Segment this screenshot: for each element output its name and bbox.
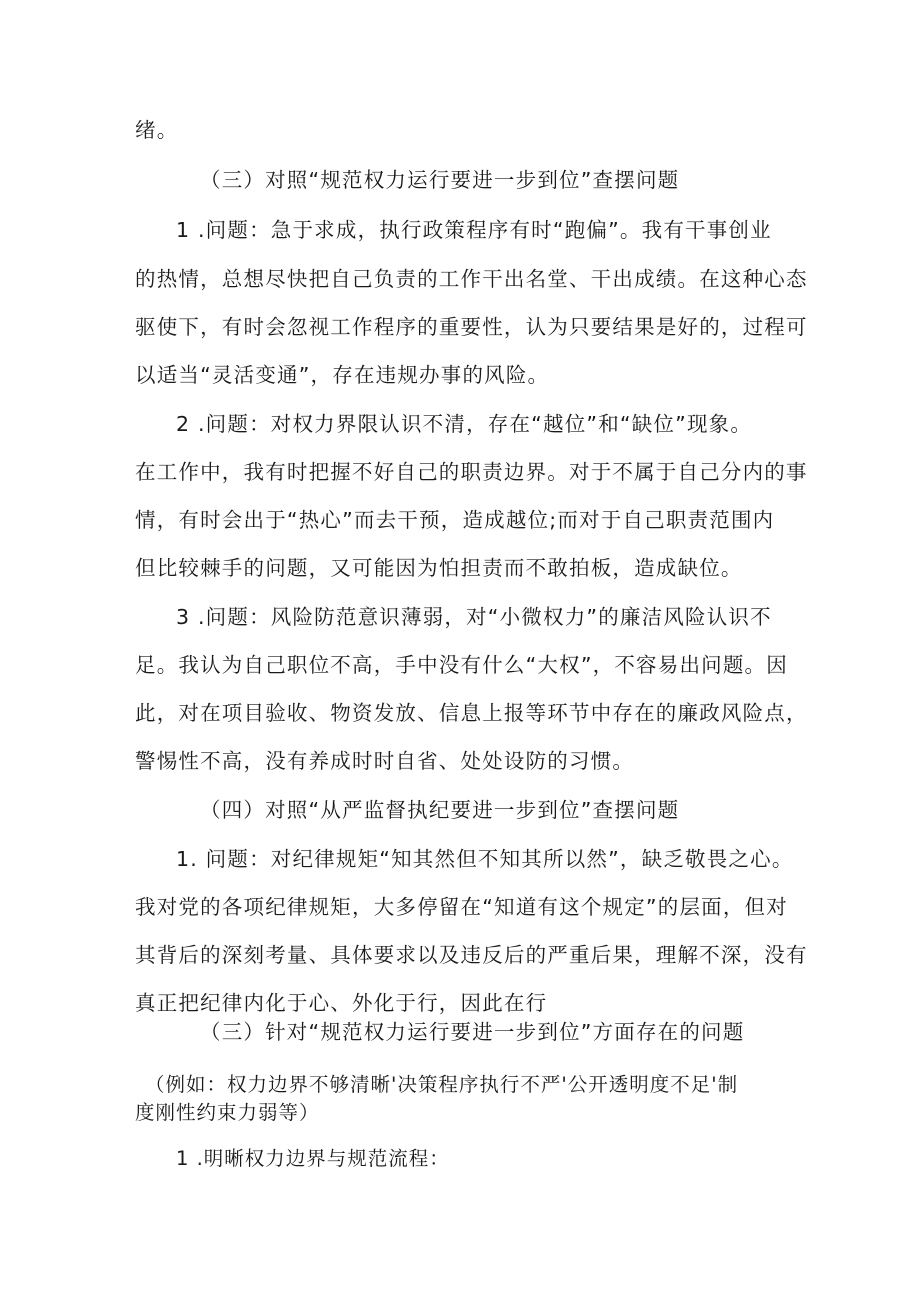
paragraph-line: 度刚性约束力弱等） xyxy=(135,1101,320,1124)
paragraph-line: 情，有时会出于“热心”而去干预，造成越位;而对于自己职责范围内 xyxy=(135,508,775,532)
section-heading: （三）针对“规范权力运行要进一步到位”方面存在的问题 xyxy=(200,1020,745,1044)
paragraph-line: （例如：权力边界不够清晰'决策程序执行不严'公开透明度不足'制 xyxy=(145,1073,739,1096)
paragraph-line: 我对党的各项纪律规矩，大多停留在“知道有这个规定”的层面，但对 xyxy=(135,895,788,919)
paragraph-line: 2 .问题：对权力界限认识不清，存在“越位”和“缺位”现象。 xyxy=(176,412,753,436)
paragraph-line: 以适当“灵活变通”，存在违规办事的风险。 xyxy=(135,363,550,387)
paragraph-line: 警惕性不高，没有养成时时自省、处处设防的习惯。 xyxy=(135,749,635,773)
paragraph-line: 其背后的深刻考量、具体要求以及违反后的严重后果，理解不深，没有 xyxy=(135,943,808,967)
paragraph-line: 此，对在项目验收、物资发放、信息上报等环节中存在的廉政风险点， xyxy=(135,701,808,725)
section-heading: （三）对照“规范权力运行要进一步到位”查摆问题 xyxy=(200,168,680,192)
paragraph-line: 足。我认为自己职位不高，手中没有什么“大权”，不容易出问题。因 xyxy=(135,653,788,677)
paragraph-line: 在工作中，我有时把握不好自己的职责边界。对于不属于自己分内的事 xyxy=(135,460,808,484)
paragraph-line: 但比较棘手的问题，又可能因为怕担责而不敢拍板，造成缺位。 xyxy=(135,556,743,580)
paragraph-line: 1 .明晰权力边界与规范流程： xyxy=(176,1147,450,1170)
paragraph-line: 驱使下，有时会忽视工作程序的重要性，认为只要结果是好的，过程可 xyxy=(135,315,808,339)
paragraph-line: 真正把纪律内化于心、外化于行，因此在行 xyxy=(135,991,548,1015)
section-heading: （四）对照“从严监督执纪要进一步到位”查摆问题 xyxy=(200,798,680,822)
paragraph-line: 3 .问题：风险防范意识薄弱，对“小微权力”的廉洁风险认识不 xyxy=(176,605,772,629)
paragraph-line: 的热情，总想尽快把自己负责的工作干出名堂、干出成绩。在这种心态 xyxy=(135,267,808,291)
paragraph-line: 绪。 xyxy=(135,118,179,142)
paragraph-line: 1 .问题：急于求成，执行政策程序有时“跑偏”。我有干事创业 xyxy=(176,218,772,242)
paragraph-line: 1. 问题：对纪律规矩“知其然但不知其所以然”，缺乏敬畏之心。 xyxy=(176,847,794,871)
